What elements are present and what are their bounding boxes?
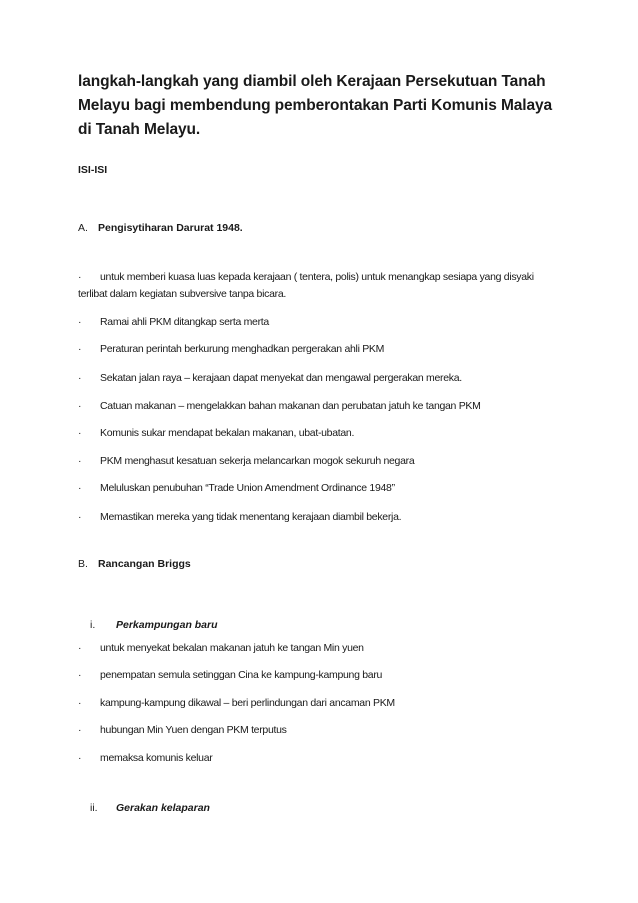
list-item [78,695,558,712]
list-item-text: untuk memberi kuasa luas kepada kerajaan ( tentera, polis) untuk menangkap sesiapa yang disyaki terlibat dalam kegiatan subversive tanpa bicara. [78,271,534,300]
document-title: langkah-langkah yang diambil oleh Kerajaan Persekutuan Tanah Melayu bagi membendung pemberontakan Parti Komunis Malaya di Tanah Melayu. [78,73,553,138]
list-item [78,425,558,442]
subsection-ii-title: Gerakan kelaparan [116,802,210,814]
subsection-ii-number: ii. [90,802,98,814]
list-item-text: Catuan makanan – mengelakkan bahan makanan dan perubatan jatuh ke tangan PKM [100,400,481,412]
section-b-number: B. [78,558,88,570]
list-item [78,398,558,415]
list-item [78,509,558,526]
section-a-number: A. [78,222,88,234]
list-item [78,722,558,739]
list-item [78,750,558,767]
list-item-text: PKM menghasut kesatuan sekerja melancarkan mogok sekuruh negara [100,455,415,467]
bullet-icon: · [78,724,82,736]
bullet-icon: · [78,455,82,467]
list-item-text: Sekatan jalan raya – kerajaan dapat menyekat dan mengawal pergerakan mereka. [100,372,462,384]
list-item-text: Meluluskan penubuhan “Trade Union Amendment Ordinance 1948” [100,482,395,494]
bullet-icon: · [78,343,82,355]
section-b-heading [78,558,191,570]
bullet-icon: · [78,482,82,494]
list-item [78,314,558,331]
subsection-i-heading [90,619,218,631]
bullet-icon: · [78,697,82,709]
list-item [78,480,558,497]
subsection-i-title: Perkampungan baru [116,619,218,631]
list-item [78,370,558,387]
list-item-text: untuk menyekat bekalan makanan jatuh ke tangan Min yuen [100,642,364,654]
bullet-icon: · [78,427,82,439]
section-a-heading [78,222,243,234]
list-item [78,667,558,684]
list-item-text: memaksa komunis keluar [100,752,213,764]
bullet-icon: · [78,372,82,384]
list-item-text: hubungan Min Yuen dengan PKM terputus [100,724,287,736]
bullet-icon: · [78,511,82,523]
bullet-icon: · [78,642,82,654]
bullet-icon: · [78,669,82,681]
bullet-icon: · [78,400,82,412]
subsection-i-number: i. [90,619,96,631]
list-item-text: Ramai ahli PKM ditangkap serta merta [100,316,269,328]
bullet-icon: · [78,316,82,328]
list-item [78,453,558,470]
list-item [78,341,558,358]
list-item-text: Memastikan mereka yang tidak menentang kerajaan diambil bekerja. [100,511,402,523]
bullet-icon: · [78,271,82,283]
bullet-icon: · [78,752,82,764]
contents-label: ISI-ISI [78,164,108,176]
list-item [78,269,558,303]
section-a-title: Pengisytiharan Darurat 1948. [98,222,243,234]
list-item-text: Peraturan perintah berkurung menghadkan pergerakan ahli PKM [100,343,385,355]
list-item-text: Komunis sukar mendapat bekalan makanan, ubat-ubatan. [100,427,355,439]
section-b-title: Rancangan Briggs [98,558,191,570]
list-item-text: penempatan semula setinggan Cina ke kampung-kampung baru [100,669,383,681]
list-item-text: kampung-kampung dikawal – beri perlindungan dari ancaman PKM [100,697,395,709]
subsection-ii-heading [90,802,210,814]
list-item [78,640,558,657]
